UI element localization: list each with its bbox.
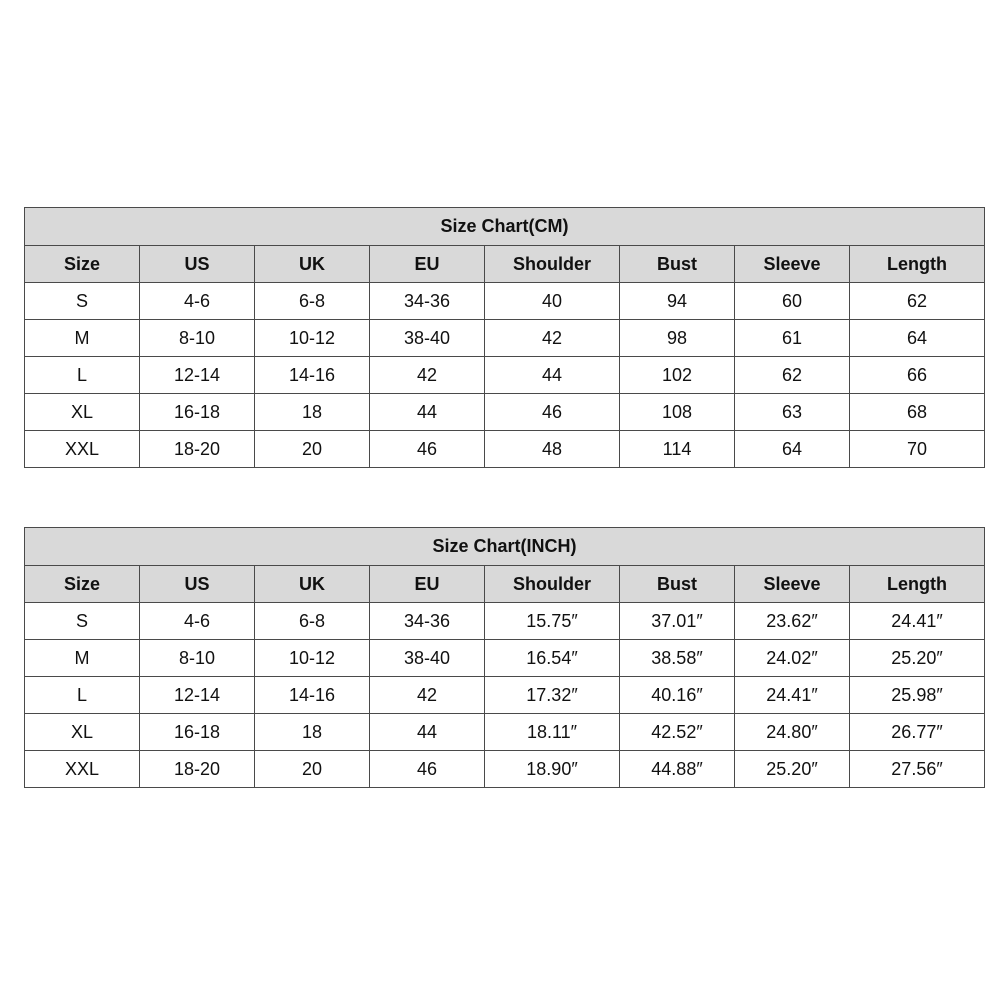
table-cell: 26.77″ [850, 714, 985, 751]
table-cell: 108 [620, 394, 735, 431]
table-cell: 25.20″ [850, 640, 985, 677]
table-row [25, 283, 985, 320]
table-cell: 61 [735, 320, 850, 357]
column-header: EU [370, 246, 485, 283]
table-cell: 10-12 [255, 640, 370, 677]
table-cell: 12-14 [140, 357, 255, 394]
header-row [25, 566, 985, 603]
table-cell: 40 [485, 283, 620, 320]
column-header: US [140, 566, 255, 603]
size-chart-inch-table [24, 527, 985, 788]
column-header: Length [850, 246, 985, 283]
table-cell: 8-10 [140, 640, 255, 677]
table-row [25, 640, 985, 677]
table-cell: 46 [485, 394, 620, 431]
table-cell: 24.41″ [735, 677, 850, 714]
table-cell: 44 [370, 394, 485, 431]
table-cell: 4-6 [140, 603, 255, 640]
table-cell: 24.41″ [850, 603, 985, 640]
column-header: Shoulder [485, 246, 620, 283]
table-cell: 48 [485, 431, 620, 468]
table-cell: 24.02″ [735, 640, 850, 677]
table-title: Size Chart(INCH) [25, 528, 985, 566]
table-cell: 14-16 [255, 357, 370, 394]
table-cell: XXL [25, 431, 140, 468]
table-cell: 25.20″ [735, 751, 850, 788]
table-cell: 38.58″ [620, 640, 735, 677]
column-header: Length [850, 566, 985, 603]
table-cell: 23.62″ [735, 603, 850, 640]
table-cell: 44.88″ [620, 751, 735, 788]
table-cell: 18-20 [140, 751, 255, 788]
table-cell: 37.01″ [620, 603, 735, 640]
table-cell: 34-36 [370, 283, 485, 320]
table-cell: 46 [370, 751, 485, 788]
table-cell: 15.75″ [485, 603, 620, 640]
table-cell: 98 [620, 320, 735, 357]
header-row [25, 246, 985, 283]
table-cell: 34-36 [370, 603, 485, 640]
table-cell: 102 [620, 357, 735, 394]
column-header: Bust [620, 246, 735, 283]
table-row [25, 677, 985, 714]
table-cell: 64 [850, 320, 985, 357]
table-row [25, 751, 985, 788]
column-header: Sleeve [735, 566, 850, 603]
table-cell: 16.54″ [485, 640, 620, 677]
table-row [25, 320, 985, 357]
table-cell: 20 [255, 751, 370, 788]
table-cell: 17.32″ [485, 677, 620, 714]
column-header: US [140, 246, 255, 283]
table-cell: 12-14 [140, 677, 255, 714]
table-row [25, 357, 985, 394]
table-cell: 94 [620, 283, 735, 320]
table-row [25, 714, 985, 751]
table-cell: 10-12 [255, 320, 370, 357]
table-row [25, 431, 985, 468]
table-cell: M [25, 320, 140, 357]
table-cell: 66 [850, 357, 985, 394]
table-cell: 42 [485, 320, 620, 357]
table-cell: S [25, 603, 140, 640]
table-cell: M [25, 640, 140, 677]
table-cell: 70 [850, 431, 985, 468]
table-cell: 68 [850, 394, 985, 431]
table-cell: 114 [620, 431, 735, 468]
table-cell: 8-10 [140, 320, 255, 357]
table-cell: 20 [255, 431, 370, 468]
column-header: Shoulder [485, 566, 620, 603]
table-cell: 38-40 [370, 640, 485, 677]
table-cell: 64 [735, 431, 850, 468]
table-cell: 40.16″ [620, 677, 735, 714]
table-cell: 16-18 [140, 394, 255, 431]
table-cell: XXL [25, 751, 140, 788]
table-cell: 18.90″ [485, 751, 620, 788]
column-header: Bust [620, 566, 735, 603]
table-cell: 42 [370, 357, 485, 394]
table-cell: S [25, 283, 140, 320]
table-cell: 18.11″ [485, 714, 620, 751]
table-cell: 18 [255, 394, 370, 431]
table-title: Size Chart(CM) [25, 208, 985, 246]
table-cell: 25.98″ [850, 677, 985, 714]
table-cell: 42 [370, 677, 485, 714]
column-header: EU [370, 566, 485, 603]
table-cell: 24.80″ [735, 714, 850, 751]
column-header: UK [255, 566, 370, 603]
table-row [25, 603, 985, 640]
table-cell: 44 [485, 357, 620, 394]
table-cell: 18 [255, 714, 370, 751]
table-cell: 18-20 [140, 431, 255, 468]
column-header: Size [25, 246, 140, 283]
table-cell: 44 [370, 714, 485, 751]
table-cell: 46 [370, 431, 485, 468]
table-cell: 6-8 [255, 283, 370, 320]
table-cell: 63 [735, 394, 850, 431]
column-header: Sleeve [735, 246, 850, 283]
column-header: UK [255, 246, 370, 283]
table-cell: 62 [735, 357, 850, 394]
size-chart-cm-table [24, 207, 985, 468]
table-cell: XL [25, 394, 140, 431]
table-cell: L [25, 357, 140, 394]
table-row [25, 394, 985, 431]
table-cell: 16-18 [140, 714, 255, 751]
table-cell: 4-6 [140, 283, 255, 320]
table-cell: 42.52″ [620, 714, 735, 751]
table-cell: 38-40 [370, 320, 485, 357]
column-header: Size [25, 566, 140, 603]
table-cell: 60 [735, 283, 850, 320]
table-cell: XL [25, 714, 140, 751]
table-cell: L [25, 677, 140, 714]
table-cell: 6-8 [255, 603, 370, 640]
table-cell: 62 [850, 283, 985, 320]
table-cell: 14-16 [255, 677, 370, 714]
table-cell: 27.56″ [850, 751, 985, 788]
